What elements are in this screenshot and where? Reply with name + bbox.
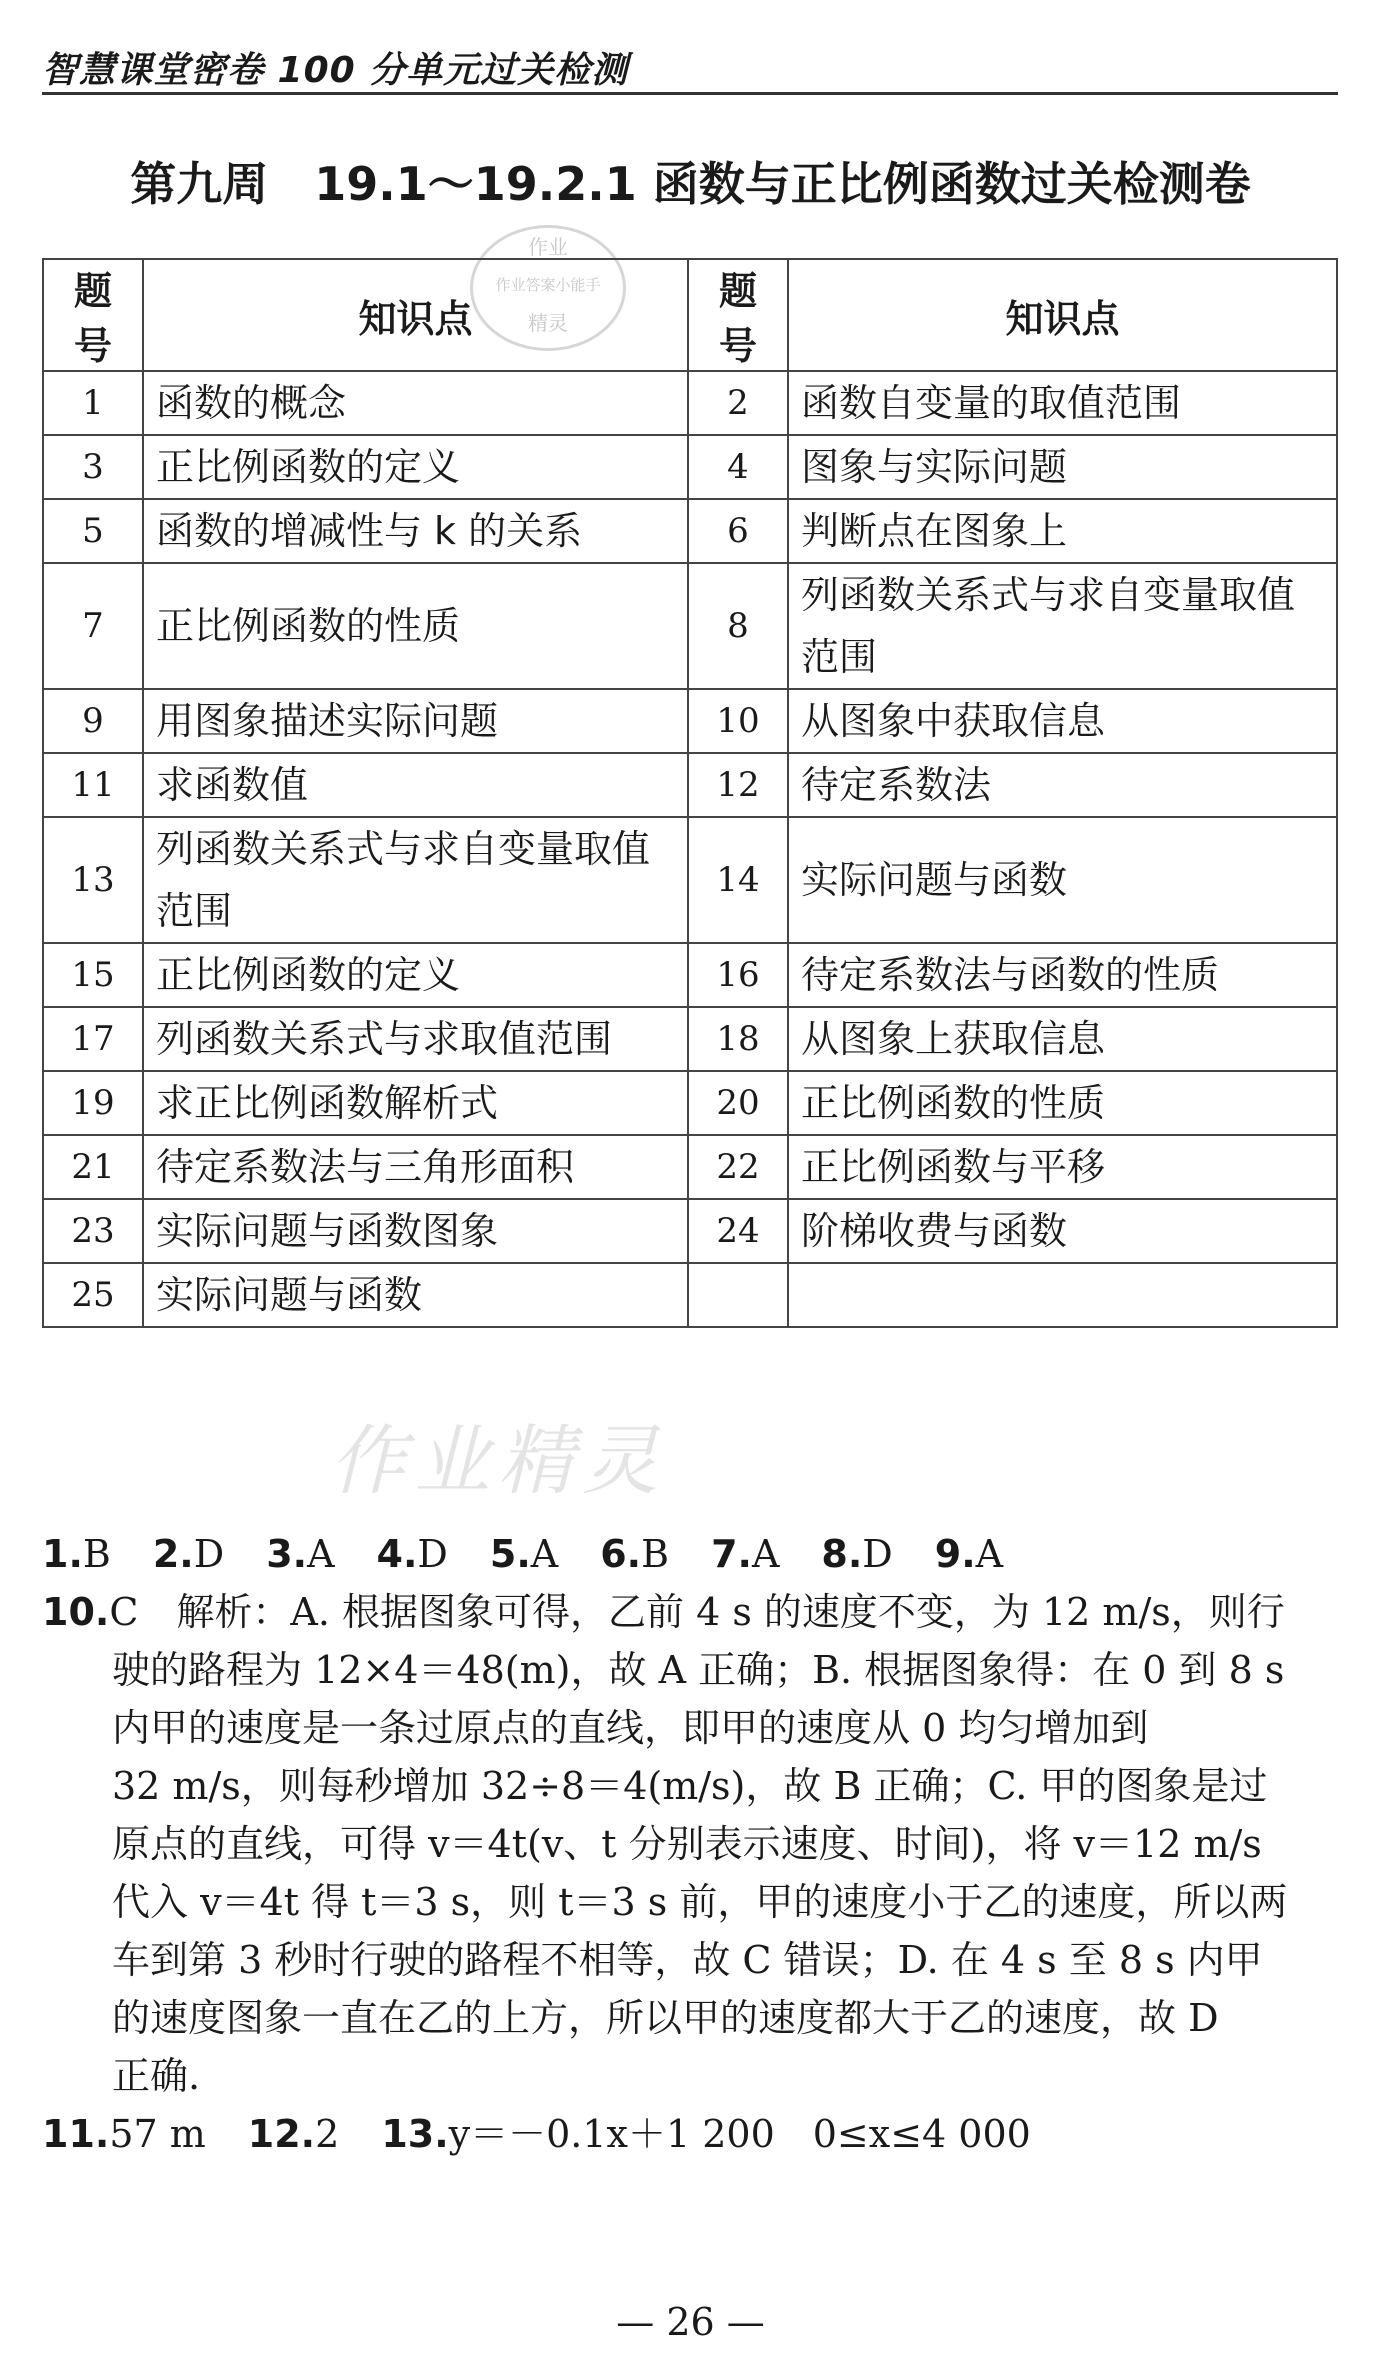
answer-number: 8.	[821, 1532, 863, 1576]
watermark-bottom: 精灵	[528, 311, 568, 335]
question-number-cell: 4	[688, 435, 788, 499]
knowledge-point-cell: 列函数关系式与求取值范围	[143, 1007, 688, 1071]
answer-item	[600, 1525, 669, 1583]
question-number-cell: 1	[43, 371, 143, 435]
question-number-cell: 12	[688, 753, 788, 817]
question-number-cell: 13	[43, 817, 143, 943]
table-row	[43, 689, 1337, 753]
knowledge-point-cell: 实际问题与函数	[788, 817, 1337, 943]
knowledge-point-cell: 列函数关系式与求自变量取值范围	[143, 817, 688, 943]
question-number-cell: 21	[43, 1135, 143, 1199]
explanation-line	[42, 1931, 1342, 1989]
question-number-cell	[688, 1263, 788, 1327]
answer-item	[381, 2105, 1031, 2163]
answers-line-last	[42, 2105, 1342, 2163]
answer-value: A	[751, 1532, 780, 1576]
knowledge-point-cell: 用图象描述实际问题	[143, 689, 688, 753]
question-number-cell: 2	[688, 371, 788, 435]
answers-line-1	[42, 1525, 1342, 1583]
question-number-cell: 3	[43, 435, 143, 499]
knowledge-point-cell: 待定系数法	[788, 753, 1337, 817]
answer-number: 10.	[42, 1590, 110, 1634]
explanation-text: C 解析：A. 根据图象可得，乙前 4 s 的速度不变，为 12 m/s，则行	[109, 1590, 1285, 1634]
explanation-text: 内甲的速度是一条过原点的直线，即甲的速度从 0 均匀增加到	[112, 1706, 1149, 1750]
explanation-line	[42, 1583, 1342, 1641]
table-header-row	[43, 259, 1337, 371]
watermark-large: 作业精灵	[330, 1416, 666, 1505]
answer-number: 13.	[381, 2112, 449, 2156]
answer-number: 11.	[42, 2112, 110, 2156]
knowledge-point-cell: 图象与实际问题	[788, 435, 1337, 499]
header-text: 智慧课堂密卷 100 分单元过关检测	[42, 50, 629, 91]
answer-item	[377, 1525, 448, 1583]
knowledge-point-cell: 正比例函数的定义	[143, 943, 688, 1007]
question-number-cell: 7	[43, 563, 143, 689]
table-row	[43, 817, 1337, 943]
page-title: 第九周 19.1～19.2.1 函数与正比例函数过关检测卷	[130, 157, 1251, 211]
knowledge-point-cell: 函数的增减性与 k 的关系	[143, 499, 688, 563]
table-row	[43, 753, 1337, 817]
question-number-cell: 16	[688, 943, 788, 1007]
answer-item	[42, 1525, 111, 1583]
question-number-cell: 24	[688, 1199, 788, 1263]
knowledge-point-cell	[788, 1263, 1337, 1327]
explanation-line	[42, 1757, 1342, 1815]
table-row	[43, 1071, 1337, 1135]
knowledge-point-cell: 正比例函数的定义	[143, 435, 688, 499]
question-number-cell: 19	[43, 1071, 143, 1135]
table-row	[43, 371, 1337, 435]
knowledge-point-cell: 实际问题与函数	[143, 1263, 688, 1327]
knowledge-point-cell: 正比例函数的性质	[143, 563, 688, 689]
question-number-cell: 23	[43, 1199, 143, 1263]
answer-number: 7.	[711, 1532, 752, 1576]
table-row	[43, 1263, 1337, 1327]
explanation-text: 车到第 3 秒时行驶的路程不相等，故 C 错误；D. 在 4 s 至 8 s 内甲	[112, 1938, 1263, 1982]
q10-explanation	[42, 1583, 1342, 2105]
answer-item	[42, 2105, 206, 2163]
page-header	[42, 28, 1338, 95]
answer-item	[153, 1525, 224, 1583]
explanation-text: 正确.	[112, 2054, 201, 2098]
answer-number: 5.	[489, 1532, 531, 1576]
question-number-cell: 18	[688, 1007, 788, 1071]
answer-item	[490, 1525, 558, 1583]
question-number-cell: 20	[688, 1071, 788, 1135]
knowledge-point-cell: 正比例函数与平移	[788, 1135, 1337, 1199]
table-row	[43, 435, 1337, 499]
table-row	[43, 943, 1337, 1007]
knowledge-point-cell: 函数自变量的取值范围	[788, 371, 1337, 435]
table-row	[43, 1199, 1337, 1263]
question-number-cell: 6	[688, 499, 788, 563]
explanation-text: 驶的路程为 12×4＝48(m)，故 A 正确；B. 根据图象得：在 0 到 8 s	[112, 1648, 1285, 1692]
answer-value: B	[82, 1532, 111, 1576]
page-number: — 26 —	[616, 2300, 765, 2344]
answer-item	[266, 1525, 334, 1583]
answer-item	[821, 1525, 892, 1583]
question-number-cell: 9	[43, 689, 143, 753]
question-number-cell: 14	[688, 817, 788, 943]
question-number-cell: 15	[43, 943, 143, 1007]
answer-number: 6.	[600, 1532, 642, 1576]
answer-value: y＝－0.1x＋1 200 0≤x≤4 000	[448, 2112, 1031, 2156]
knowledge-point-cell: 求函数值	[143, 753, 688, 817]
knowledge-point-cell: 函数的概念	[143, 371, 688, 435]
answer-value: D	[193, 1532, 225, 1576]
answers-section	[42, 1525, 1342, 2163]
answer-value: D	[862, 1532, 893, 1576]
question-number-cell: 5	[43, 499, 143, 563]
answer-value: D	[417, 1532, 448, 1576]
knowledge-point-cell: 实际问题与函数图象	[143, 1199, 688, 1263]
answer-item	[935, 1525, 1003, 1583]
explanation-text: 代入 v＝4t 得 t＝3 s，则 t＝3 s 前，甲的速度小于乙的速度，所以两	[112, 1880, 1288, 1924]
explanation-line	[42, 1815, 1342, 1873]
knowledge-point-cell: 待定系数法与三角形面积	[143, 1135, 688, 1199]
col-header-num-2: 题号	[688, 259, 788, 371]
table-row	[43, 1135, 1337, 1199]
answer-value: 57 m	[109, 2112, 206, 2156]
explanation-line	[42, 1641, 1342, 1699]
explanation-text: 原点的直线，可得 v＝4t(v、t 分别表示速度、时间)，将 v＝12 m/s	[112, 1822, 1262, 1866]
answer-item	[248, 2105, 340, 2163]
explanation-line	[42, 1699, 1342, 1757]
table-row	[43, 563, 1337, 689]
knowledge-point-cell: 待定系数法与函数的性质	[788, 943, 1337, 1007]
question-number-cell: 17	[43, 1007, 143, 1071]
knowledge-point-cell: 阶梯收费与函数	[788, 1199, 1337, 1263]
question-number-cell: 22	[688, 1135, 788, 1199]
explanation-text: 的速度图象一直在乙的上方，所以甲的速度都大于乙的速度，故 D	[112, 1996, 1219, 2040]
answer-value: A	[530, 1532, 559, 1576]
watermark-middle: 作业答案小能手	[495, 276, 601, 294]
answer-item	[711, 1525, 779, 1583]
answer-value: A	[975, 1532, 1004, 1576]
knowledge-point-cell: 从图象上获取信息	[788, 1007, 1337, 1071]
question-number-cell: 10	[688, 689, 788, 753]
knowledge-point-cell: 列函数关系式与求自变量取值范围	[788, 563, 1337, 689]
table-row	[43, 499, 1337, 563]
question-number-cell: 25	[43, 1263, 143, 1327]
question-number-cell: 8	[688, 563, 788, 689]
explanation-line	[42, 1989, 1342, 2047]
explanation-line	[42, 1873, 1342, 1931]
answer-number: 3.	[266, 1532, 308, 1576]
answer-number: 1.	[42, 1532, 83, 1576]
knowledge-table	[42, 258, 1338, 1328]
col-header-topic-2: 知识点	[788, 259, 1337, 371]
knowledge-point-cell: 判断点在图象上	[788, 499, 1337, 563]
watermark-top: 作业	[528, 235, 568, 259]
table-row	[43, 1007, 1337, 1071]
answer-number: 4.	[376, 1532, 418, 1576]
col-header-topic-1: 知识点	[143, 259, 688, 371]
knowledge-point-cell: 求正比例函数解析式	[143, 1071, 688, 1135]
col-header-num-1: 题号	[43, 259, 143, 371]
question-number-cell: 11	[43, 753, 143, 817]
answer-value: 2	[315, 2112, 340, 2156]
answer-value: B	[641, 1532, 670, 1576]
answer-value: A	[307, 1532, 335, 1576]
knowledge-point-cell: 从图象中获取信息	[788, 689, 1337, 753]
knowledge-point-cell: 正比例函数的性质	[788, 1071, 1337, 1135]
answer-number: 2.	[152, 1532, 194, 1576]
explanation-line	[42, 2047, 1342, 2105]
answer-number: 9.	[934, 1532, 976, 1576]
answer-number: 12.	[247, 2112, 316, 2156]
explanation-text: 32 m/s，则每秒增加 32÷8＝4(m/s)，故 B 正确；C. 甲的图象是过	[112, 1764, 1268, 1808]
